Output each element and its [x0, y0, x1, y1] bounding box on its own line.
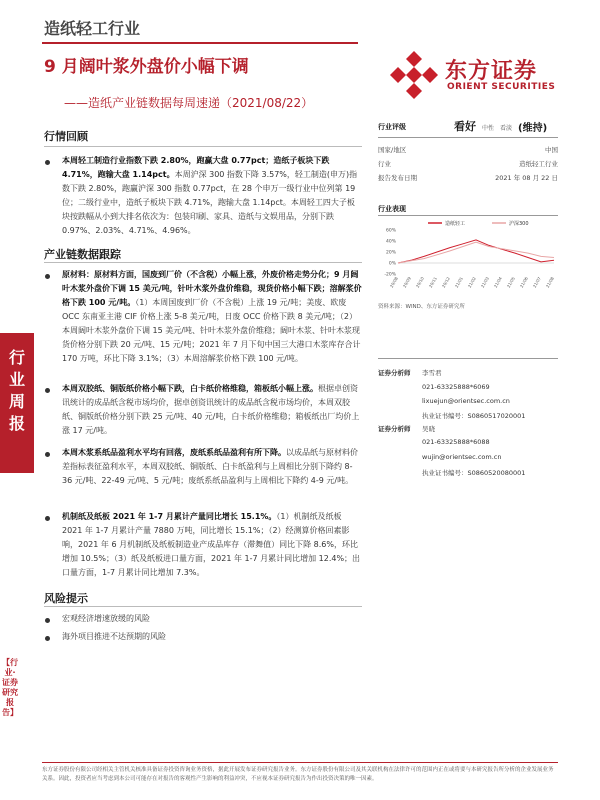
rating-option-neutral: 中性: [482, 125, 495, 132]
analyst-email[interactable]: lixuejun@orientsec.com.cn: [422, 397, 510, 405]
risk-item: 宏观经济增速放缓的风险: [62, 614, 150, 623]
legend-label: 沪深300: [509, 221, 529, 227]
analyst-card: [378, 424, 558, 484]
y-tick-label: -20%: [384, 272, 396, 278]
bullet: [45, 274, 50, 279]
info-value: 中国: [545, 146, 558, 154]
y-tick-label: 20%: [385, 250, 396, 256]
report-category-label: 【行业·证券研究报告】: [2, 658, 18, 717]
legend-label: 造纸轻工: [445, 221, 466, 227]
info-key: 报告发布日期: [378, 174, 417, 182]
market-review-paragraph: [62, 154, 362, 238]
x-tick-label: 21/08: [544, 276, 555, 289]
header-divider: [42, 42, 358, 44]
market-review-text: 本周沪深 300 指数下降 3.57%，轻工制造(申万)指数下跌 2.80%，跑赢沪深 300 指数 0.77pct，在 28 个申万一级行业中位列第 19 位；二级行业中，造纸子板块下跌 4.71%，跑输大盘 1.14pct。本周轻工四大子板块按跌幅从小到大排名依次为：包装印刷、家具、造纸与文娱用品，分别下跌 0.97%、2.03%、4.71%、4.96%。: [62, 170, 358, 235]
bullet: [45, 516, 50, 521]
y-tick-label: 60%: [385, 228, 396, 234]
orient-logo-icon: [387, 48, 441, 102]
info-row: [378, 142, 558, 156]
x-tick-label: 20/11: [427, 276, 438, 289]
bullet: [45, 636, 50, 641]
chain-item-text: 根据卓创资讯统计的成品纸含税市场均价，据卓创资讯统计的成品纸含税市场均价，本周双胶纸、铜版纸价格分别下跌 25 元/吨、40 元/吨，白卡纸价格维稳；箱板纸出厂均价上涨 17 元/吨。: [62, 384, 360, 435]
logo-chinese-text: 东方证券: [445, 59, 538, 84]
chart-title: 行业表现: [378, 205, 406, 213]
series-line: [398, 242, 554, 263]
bullet: [45, 618, 50, 623]
y-tick-label: 0%: [388, 261, 396, 267]
chain-item-text: （1）本周国废到厂价（不含税）上涨 19 元/吨；美废、欧废 OCC 东南亚主港 CIF 价格上涨 5-8 美元/吨，日废 OCC 价格下跌 8 美元/吨；（2）本周阔叶木浆外盘价下调 15 美元/吨、针叶木浆外盘价维稳；阔叶木浆、针叶木浆现货价格分别下跌 20 元/吨、15 元/吨；2021 年 7 月下旬中国三大港口木浆库存合计 170 万吨，环比下降 3.1%；（3）本周溶解浆价格下跌 100 元/吨。: [62, 298, 361, 363]
info-value: 造纸轻工行业: [519, 160, 558, 168]
x-tick-label: 20/10: [414, 276, 425, 289]
report-subtitle: ——造纸产业链数据每周速递（2021/08/22）: [64, 96, 314, 110]
x-tick-label: 21/02: [466, 276, 477, 289]
chain-item-paper-prices: [62, 382, 362, 438]
company-logo: [387, 48, 557, 104]
chain-item-highlight: 本周双胶纸、铜版纸价格小幅下跌，白卡纸价格维稳，箱板纸小幅上涨。: [62, 384, 318, 393]
report-title: 9 月阔叶浆外盘价小幅下调: [44, 57, 249, 77]
x-tick-label: 21/03: [479, 276, 490, 289]
chain-item-text: （1）机制纸及纸板 2021 年 1-7 月累计产量 7880 万吨，同比增长 15.1%；（2）经测算价格回素影响，2021 年 6 月机制纸及纸板制造业产成品库存（滞舞值）同比下降 8.6%，环比增加 10.5%；（3）纸及纸板进口量方面，2021 年 1-7 月累计同比增加 12.4%；出口量方面，1-7 月累计同比增加 7.3%。: [62, 512, 361, 577]
analyst-cert: 执业证书编号：S0860517020001: [422, 412, 526, 420]
disclaimer: 东方证券股份有限公司经相关主管机关核准具备证券投资咨询业务资格，据此开展发布证券研究报告业务。东方证券股份有限公司及其关联机构在法律许可的范围内正在或将要与本研究报告所分析的企业发展业务关系。因此，投资者应当考虑到本公司可能存在对报告的客观性产生影响的利益冲突，不应视本证券研究报告为作出投资决策的唯一因素。: [42, 767, 554, 782]
chain-item-production: [62, 510, 362, 580]
analyst-phone: 021-63325888*6069: [422, 383, 490, 391]
report-sector: 造纸轻工行业: [44, 19, 141, 38]
x-tick-label: 20/08: [388, 276, 399, 289]
x-tick-label: 21/01: [453, 276, 464, 289]
section-divider: [44, 262, 362, 263]
report-category-tag: [0, 658, 20, 768]
x-tick-label: 21/05: [505, 276, 516, 289]
risk-item: 海外项目推进不达预期的风险: [62, 632, 166, 641]
market-review-highlight: 本周轻工制造行业指数下跌 2.80%，跑赢大盘 0.77pct；造纸子板块下跌 4.71%，跑输大盘 1.14pct。: [62, 156, 330, 179]
analyst-divider: [378, 358, 558, 359]
section-title-chain: 产业链数据跟踪: [44, 248, 121, 261]
section-divider: [44, 146, 362, 147]
x-tick-label: 20/09: [401, 276, 412, 289]
chain-item-profitability: [62, 446, 362, 488]
footer-divider: [42, 762, 558, 763]
chain-item-highlight: 原材料：原材料方面，国废到厂价（不含税）小幅上涨，外废价格走势分化；9 月阔叶木浆外盘价下调 15 美元/吨，针叶木浆外盘价维稳，现货价格小幅下跌；溶解浆价格下跌 100 元/吨。: [62, 270, 362, 307]
chain-item-highlight: 本周木浆系纸品盈利水平均有回落，废纸系纸品盈利有所下降。: [62, 448, 286, 457]
info-row: [378, 156, 558, 170]
analyst-role: 证券分析师: [378, 425, 411, 433]
rating-value: 看好: [454, 120, 476, 133]
bullet: [45, 388, 50, 393]
x-tick-label: 20/12: [440, 276, 451, 289]
rating-option-bearish: 看淡: [500, 125, 513, 132]
section-title-risk: 风险提示: [44, 592, 88, 605]
rating-status: (维持): [518, 123, 548, 134]
analyst-card: [378, 368, 558, 428]
analyst-phone: 021-63325888*6088: [422, 438, 490, 446]
bullet: [45, 160, 50, 165]
section-divider: [44, 606, 362, 607]
rating-header: [378, 118, 558, 138]
info-key: 国家/地区: [378, 146, 407, 154]
analyst-name: 李雪君: [422, 369, 442, 377]
logo-english-text: ORIENT SECURITIES: [447, 82, 556, 92]
rating-block: [378, 118, 558, 184]
bullet: [45, 452, 50, 457]
industry-performance-chart: [378, 218, 558, 298]
x-tick-label: 21/07: [531, 276, 542, 289]
info-row: [378, 170, 558, 184]
section-title-market-review: 行情回顾: [44, 130, 88, 143]
report-type-label: 行业周报: [8, 348, 25, 433]
chain-item-raw-materials: [62, 268, 362, 366]
info-value: 2021 年 08 月 22 日: [495, 174, 558, 182]
x-tick-label: 21/04: [492, 276, 503, 289]
chain-item-highlight: 机制纸及纸板 2021 年 1-7 月累计产量同比增长 15.1%。: [62, 512, 277, 521]
rating-label: 行业评级: [378, 123, 406, 131]
report-type-band: [0, 333, 34, 473]
analyst-role: 证券分析师: [378, 369, 411, 377]
chain-item-text: 以成品纸与原材料价差指标表征盈利水平，本周双胶纸、铜版纸、白卡纸盈利与上周相比分别下降约 8-36 元/吨、22-49 元/吨、5 元/吨；废纸系纸品盈利与上周相比下降约 4-9 元/吨。: [62, 448, 358, 485]
y-tick-label: 40%: [385, 239, 396, 245]
analyst-email[interactable]: wujin@orientsec.com.cn: [422, 453, 502, 461]
chart-source: 资料来源：WIND、东方证券研究所: [378, 304, 465, 310]
info-key: 行业: [378, 160, 391, 168]
analyst-name: 吴晓: [422, 425, 435, 433]
x-tick-label: 21/06: [518, 276, 529, 289]
analyst-cert: 执业证书编号：S0860520080001: [422, 469, 526, 477]
chart-divider: [378, 215, 558, 216]
